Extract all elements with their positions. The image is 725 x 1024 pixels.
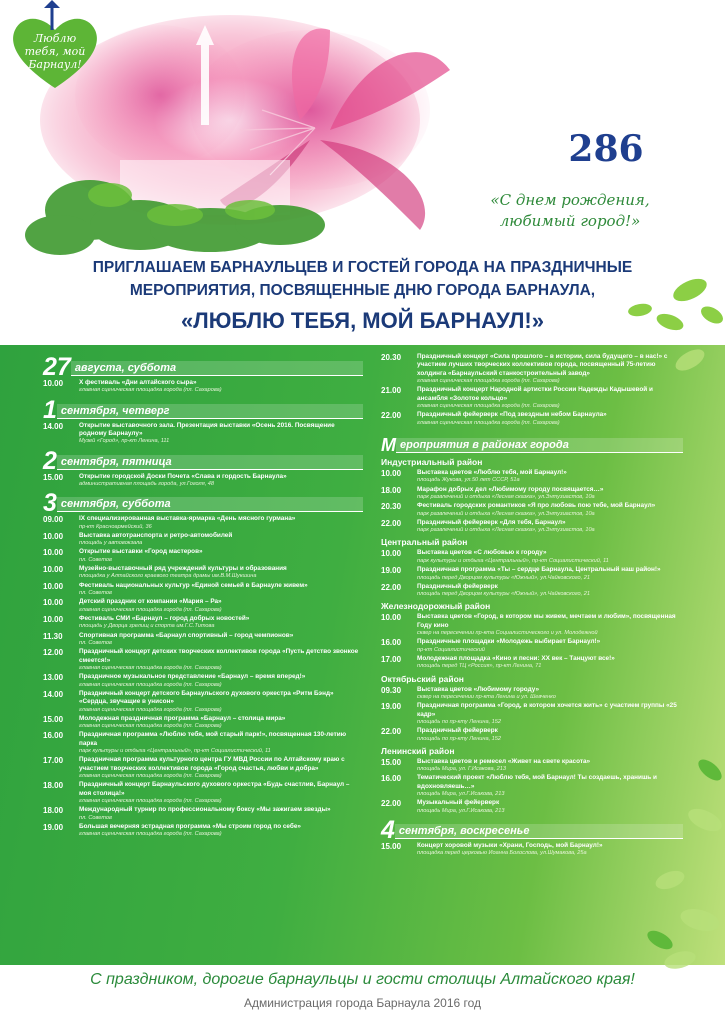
event-name: Выставка цветов «С любовью к городу» bbox=[417, 549, 547, 557]
event-name: Фестиваль городских романтиков «Я про любовь пою тебе, мой Барнаул» bbox=[417, 502, 656, 510]
event-name: Праздничный концерт «Сила прошлого – в истории, сила будущего – в нас!» с участием лучших творческих коллективов города, посвященный 75-летию холдинга «Барнаульский станкостроительный завод» bbox=[417, 353, 668, 377]
logo-line1: Люблю bbox=[33, 32, 77, 45]
event-row bbox=[43, 473, 363, 489]
event-time: 15.00 bbox=[43, 714, 64, 724]
event-row bbox=[43, 632, 363, 648]
event-body bbox=[79, 565, 363, 581]
footer-admin: Администрация города Барнаула 2016 год bbox=[243, 996, 482, 1010]
slogan bbox=[470, 190, 670, 232]
event-row bbox=[43, 379, 363, 395]
event-time: 20.30 bbox=[381, 502, 402, 512]
event-place: пр-кт Социалистический bbox=[417, 646, 485, 653]
event-name: Праздничный фейерверк «Для тебя, Барнаул» bbox=[417, 518, 566, 526]
event-time: 10.00 bbox=[43, 565, 64, 575]
event-place: площадь по пр-кту Ленина, 152 bbox=[417, 718, 502, 725]
district-name: Ленинский район bbox=[381, 745, 455, 756]
event-place: площадь Мира, ул.Г.Исакова, 213 bbox=[417, 791, 505, 798]
event-name: Праздничная программа «Город, в котором хочется жить» с участием группы «25 кадр» bbox=[417, 702, 677, 718]
event-time: 10.00 bbox=[381, 613, 402, 623]
district-name: Октябрьский район bbox=[381, 673, 464, 684]
event-time: 22.00 bbox=[381, 727, 402, 737]
event-body bbox=[79, 515, 363, 531]
event-place: парк развлечений и отдыха «Лесная сказка», ул.Энтузиастов, 10а bbox=[417, 527, 595, 534]
event-place: главная сценическая площадка города (пл. Сахарова) bbox=[79, 606, 222, 613]
event-body bbox=[79, 756, 363, 780]
day-number: 4 bbox=[381, 816, 395, 845]
event-place: главная сценическая площадка города (пл. Сахарова) bbox=[417, 403, 560, 410]
event-time: 16.00 bbox=[43, 731, 64, 741]
event-time: 18.00 bbox=[43, 781, 64, 791]
event-time: 12.00 bbox=[43, 648, 64, 658]
headline-line2: МЕРОПРИЯТИЯ, ПОСВЯЩЕННЫЕ ДНЮ ГОРОДА БАРНАУЛА, bbox=[129, 282, 596, 299]
event-row bbox=[43, 731, 363, 755]
event-place: площадь перед ТЦ «Россия», пр-кт Ленина, 71 bbox=[417, 663, 542, 670]
day-label: сентября, пятница bbox=[57, 455, 363, 470]
event-row bbox=[43, 715, 363, 731]
event-time: 10.00 bbox=[43, 531, 64, 541]
event-time: 10.00 bbox=[43, 581, 64, 591]
event-name: Праздничный фейерверк bbox=[417, 727, 498, 735]
event-time: 14.00 bbox=[43, 689, 64, 699]
event-time: 15.00 bbox=[381, 842, 402, 852]
event-name: Праздничный фейерверк bbox=[417, 582, 498, 590]
anniversary-number: 286 bbox=[568, 128, 644, 170]
event-place: парк культуры и отдыха «Центральный», пр-кт Социалистический, 11 bbox=[79, 748, 271, 755]
districts-initial: М bbox=[381, 435, 396, 456]
event-row bbox=[43, 781, 363, 805]
event-row bbox=[43, 806, 363, 822]
event-time: 16.00 bbox=[381, 774, 402, 784]
event-row bbox=[43, 532, 363, 548]
day-label: сентября, суббота bbox=[57, 497, 363, 512]
event-place: пр-кт Красноармейский, 36 bbox=[79, 523, 152, 530]
event-name: Международный турнир по профессиональному боксу «Мы зажигаем звезды» bbox=[79, 806, 331, 814]
event-name: Марафон добрых дел «Любимому городу посвящается…» bbox=[417, 485, 604, 493]
event-row bbox=[43, 582, 363, 598]
event-place: площадка у Алтайского краевого театра драмы им.В.М.Шукшина bbox=[79, 573, 257, 580]
event-place: Музей «Город», пр-кт Ленина, 111 bbox=[79, 438, 170, 445]
event-name: Фестиваль СМИ «Барнаул – город добрых новостей» bbox=[79, 614, 250, 622]
event-place: площадь Жукова, ул.50 лет СССР, 51а bbox=[417, 477, 520, 484]
event-place: площадь у автовокзала bbox=[79, 540, 143, 547]
event-row bbox=[43, 648, 363, 672]
event-row bbox=[43, 422, 363, 446]
event-name: Выставка цветов «Город, в котором мы живем, мечтаем и любим», посвященная Году кино bbox=[417, 613, 676, 629]
event-name: Выставка цветов «Люблю тебя, мой Барнаул!» bbox=[417, 469, 567, 477]
event-body bbox=[79, 823, 363, 839]
event-place: пл. Советов bbox=[79, 556, 112, 563]
event-body bbox=[79, 422, 363, 446]
event-name: Выставка цветов «Любимому городу» bbox=[417, 685, 539, 693]
event-body bbox=[79, 632, 363, 648]
event-body bbox=[79, 532, 363, 548]
event-name: IX специализированная выставка-ярмарка «День мясного гурмана» bbox=[79, 515, 296, 523]
event-place: площадь Мира, ул.Г.Исакова, 213 bbox=[417, 807, 505, 814]
event-body bbox=[79, 615, 363, 631]
event-time: 10.00 bbox=[381, 549, 402, 559]
event-place: парк культуры и отдыха «Центральный», пр-кт Социалистический, 11 bbox=[417, 557, 609, 564]
event-place: главная сценическая площадка города (пл. Сахарова) bbox=[79, 664, 222, 671]
event-name: Праздничная программа «Ты – сердце Барнаула, Центральный наш район!» bbox=[417, 566, 661, 574]
event-time: 10.00 bbox=[43, 614, 64, 624]
day-number: 3 bbox=[43, 489, 57, 518]
event-name: Детский праздник от компании «Мария – Ра» bbox=[79, 598, 222, 606]
headline-line1: ПРИГЛАШАЕМ БАРНАУЛЬЦЕВ И ГОСТЕЙ ГОРОДА НА ПРАЗДНИЧНЫЕ bbox=[92, 259, 633, 276]
event-row bbox=[43, 673, 363, 689]
event-name: Открытие городской Доски Почета «Слава и гордость Барнаула» bbox=[79, 472, 287, 480]
schedule-left-column bbox=[43, 352, 363, 839]
event-place: главная сценическая площадка города (пл. Сахарова) bbox=[79, 387, 222, 394]
event-row bbox=[43, 515, 363, 531]
event-name: Праздничное музыкальное представление «Барнаул – время вперед!» bbox=[79, 673, 306, 681]
event-name: Выставка автотранспорта и ретро-автомобилей bbox=[79, 531, 233, 539]
day-label: сентября, четверг bbox=[57, 404, 363, 419]
headline bbox=[20, 256, 705, 336]
event-name: X фестиваль «Дни алтайского сыра» bbox=[79, 379, 197, 386]
event-place: сквер на пересечении пр-кта Социалистического и ул. Молодежной bbox=[417, 630, 598, 637]
event-body bbox=[79, 673, 363, 689]
event-body bbox=[79, 806, 363, 822]
event-name: Праздничный концерт Народной артистки России Надежды Кадышевой и ансамбля «Золотое кольцо» bbox=[417, 386, 653, 402]
event-place: площадь Мира, ул. Г.Исакова, 213 bbox=[417, 766, 507, 773]
event-place: административная площадь города, ул.Гоголя, 48 bbox=[79, 481, 215, 488]
event-row bbox=[43, 615, 363, 631]
event-time: 19.00 bbox=[381, 566, 402, 576]
event-body bbox=[79, 598, 363, 614]
event-place: главная сценическая площадка города (пл. Сахарова) bbox=[79, 723, 222, 730]
event-time: 17.00 bbox=[381, 654, 402, 664]
event-place: площадь по пр-кту Ленина, 152 bbox=[417, 735, 502, 742]
event-place: пл. Советов bbox=[79, 814, 112, 821]
event-time: 10.00 bbox=[43, 598, 64, 608]
event-time: 22.00 bbox=[381, 582, 402, 592]
event-name: Праздничная программа культурного центра ГУ МВД России по Алтайскому краю с участием творческих коллективов города «Город счастья, любви и добра» bbox=[79, 756, 345, 772]
day-header bbox=[43, 489, 363, 518]
event-name: Молодежная площадка «Кино и песни: XX век – Танцуют все!» bbox=[417, 654, 615, 662]
event-place: главная сценическая площадка города (пл. Сахарова) bbox=[79, 706, 222, 713]
event-place: главная сценическая площадка города (пл. Сахарова) bbox=[417, 419, 560, 426]
event-body bbox=[79, 715, 363, 731]
event-time: 22.00 bbox=[381, 411, 402, 421]
event-body bbox=[79, 473, 363, 489]
event-name: Фестиваль национальных культур «Единой семьей в Барнауле живем» bbox=[79, 581, 308, 589]
event-time: 09.00 bbox=[43, 515, 64, 525]
event-name: Молодежная праздничная программа «Барнаул – столица мира» bbox=[79, 714, 286, 722]
slogan-line1: «С днем рождения, bbox=[490, 191, 650, 209]
event-name: Праздничный концерт Барнаульского духового оркестра «Будь счастлив, Барнаул – моя столица!» bbox=[79, 781, 350, 797]
event-time: 22.00 bbox=[381, 518, 402, 528]
event-row bbox=[43, 690, 363, 714]
event-time: 15.00 bbox=[381, 757, 402, 767]
event-time: 19.00 bbox=[381, 702, 402, 712]
heart-logo bbox=[0, 0, 110, 150]
event-place: парк развлечений и отдыха «Лесная сказка», ул.Энтузиастов, 10а bbox=[417, 510, 595, 517]
logo-line3: Барнаул! bbox=[28, 58, 82, 71]
hero-banner bbox=[0, 0, 725, 345]
event-place: площадь у Дворца зрелищ и спорта им.Г.С.Титова bbox=[79, 623, 215, 630]
event-time: 17.00 bbox=[43, 756, 64, 766]
day-number: 27 bbox=[43, 353, 71, 381]
event-place: площадка перед церковью Иоанна Богослова, ул.Шумакова, 25а bbox=[417, 850, 587, 857]
day-label: августа, суббота bbox=[71, 361, 363, 376]
day-number: 2 bbox=[43, 446, 57, 475]
event-time: 22.00 bbox=[381, 799, 402, 809]
event-place: площадь перед Дворцом культуры «Южный», ул.Чайковского, 21 bbox=[417, 574, 590, 581]
event-time: 16.00 bbox=[381, 638, 402, 648]
event-time: 19.00 bbox=[43, 823, 64, 833]
event-name: Спортивная программа «Барнаул спортивный – город чемпионов» bbox=[79, 631, 294, 639]
event-name: Музыкальный фейерверк bbox=[417, 799, 500, 807]
event-name: Праздничная программа «Люблю тебя, мой старый парк!», посвященная 130-летию парка bbox=[79, 731, 347, 747]
district-name: Железнодорожный район bbox=[381, 601, 491, 612]
event-place: главная сценическая площадка города (пл. Сахарова) bbox=[79, 681, 222, 688]
headline-line3: «ЛЮБЛЮ ТЕБЯ, МОЙ БАРНАУЛ!» bbox=[181, 308, 544, 333]
event-place: парк развлечений и отдыха «Лесная сказка», ул.Энтузиастов, 10а bbox=[417, 494, 595, 501]
event-time: 13.00 bbox=[43, 673, 64, 683]
event-body bbox=[79, 781, 363, 805]
district-name: Центральный район bbox=[381, 537, 468, 548]
day-header bbox=[43, 395, 363, 424]
event-name: Тематический проект «Люблю тебя, мой Барнаул! Ты создаешь, хранишь и вдохновляешь…» bbox=[417, 774, 657, 790]
event-time: 20.30 bbox=[381, 353, 402, 362]
event-time: 18.00 bbox=[43, 806, 64, 816]
day-header bbox=[43, 353, 363, 381]
event-name: Концерт хоровой музыки «Храни, Господь, мой Барнаул!» bbox=[417, 842, 603, 850]
event-name: Открытие выставочного зала. Презентация выставки «Осень 2016. Посвящение родному Барнаулу» bbox=[79, 421, 335, 438]
event-place: главная сценическая площадка города (пл. Сахарова) bbox=[79, 773, 222, 780]
event-body bbox=[79, 690, 363, 714]
event-name: Большая вечерняя эстрадная программа «Мы строим город по себе» bbox=[79, 823, 301, 831]
districts-title: ероприятия в районах города bbox=[396, 438, 683, 453]
event-body bbox=[79, 548, 363, 564]
event-row bbox=[43, 598, 363, 614]
event-name: Праздничный фейерверк «Под звездным небом Барнаула» bbox=[417, 411, 607, 419]
day-header bbox=[43, 446, 363, 475]
event-body bbox=[79, 582, 363, 598]
event-time: 18.00 bbox=[381, 485, 402, 495]
event-place: площадь перед Дворцом культуры «Южный», ул.Чайковского, 21 bbox=[417, 591, 590, 598]
logo-line2: тебя, мой bbox=[24, 45, 86, 58]
event-place: пл. Советов bbox=[79, 639, 112, 646]
event-row bbox=[43, 548, 363, 564]
event-place: пл. Советов bbox=[79, 590, 112, 597]
event-body bbox=[79, 379, 363, 395]
event-place: главная сценическая площадка города (пл. Сахарова) bbox=[417, 378, 560, 385]
event-time: 15.00 bbox=[43, 472, 64, 482]
event-name: Праздничный концерт детского Барнаульского духового оркестра «Ритм Бэнд» «Сердца, звучащие в унисон» bbox=[79, 689, 334, 706]
leaves-decoration bbox=[630, 300, 725, 980]
event-row bbox=[43, 756, 363, 780]
event-row bbox=[43, 823, 363, 839]
day-label: сентября, воскресенье bbox=[395, 824, 683, 839]
footer-greeting: С праздником, дорогие барнаульцы и гости столицы Алтайского края! bbox=[90, 971, 635, 988]
event-time: 10.00 bbox=[43, 379, 64, 388]
event-time: 14.00 bbox=[43, 421, 64, 431]
event-time: 09.30 bbox=[381, 685, 402, 695]
event-body bbox=[79, 648, 363, 672]
event-name: Открытие выставки «Город мастеров» bbox=[79, 548, 203, 556]
event-place: главная сценическая площадка города (пл. Сахарова) bbox=[79, 831, 222, 838]
event-name: Праздничный концерт детских творческих коллективов города «Пусть детство звонкое смеется!» bbox=[79, 648, 359, 664]
event-row bbox=[43, 565, 363, 581]
event-time: 10.00 bbox=[43, 548, 64, 558]
event-name: Музейно-выставочный ряд учреждений культуры и образования bbox=[79, 565, 287, 573]
event-place: главная сценическая площадка города (пл. Сахарова) bbox=[79, 798, 222, 805]
event-time: 21.00 bbox=[381, 386, 402, 396]
district-name: Индустриальный район bbox=[381, 457, 483, 468]
event-time: 10.00 bbox=[381, 469, 402, 479]
event-time: 11.30 bbox=[43, 631, 63, 641]
event-body bbox=[79, 731, 363, 755]
event-place: сквер на пересечении пр-кта Ленина и ул. Шевченко bbox=[417, 693, 556, 700]
event-name: Праздничные площадки «Молодежь выбирает Барнаул!» bbox=[417, 638, 601, 646]
event-name: Выставка цветов и ремесел «Живет на свете красота» bbox=[417, 757, 591, 765]
slogan-line2: любимый город!» bbox=[499, 212, 641, 230]
day-number: 1 bbox=[43, 395, 57, 424]
